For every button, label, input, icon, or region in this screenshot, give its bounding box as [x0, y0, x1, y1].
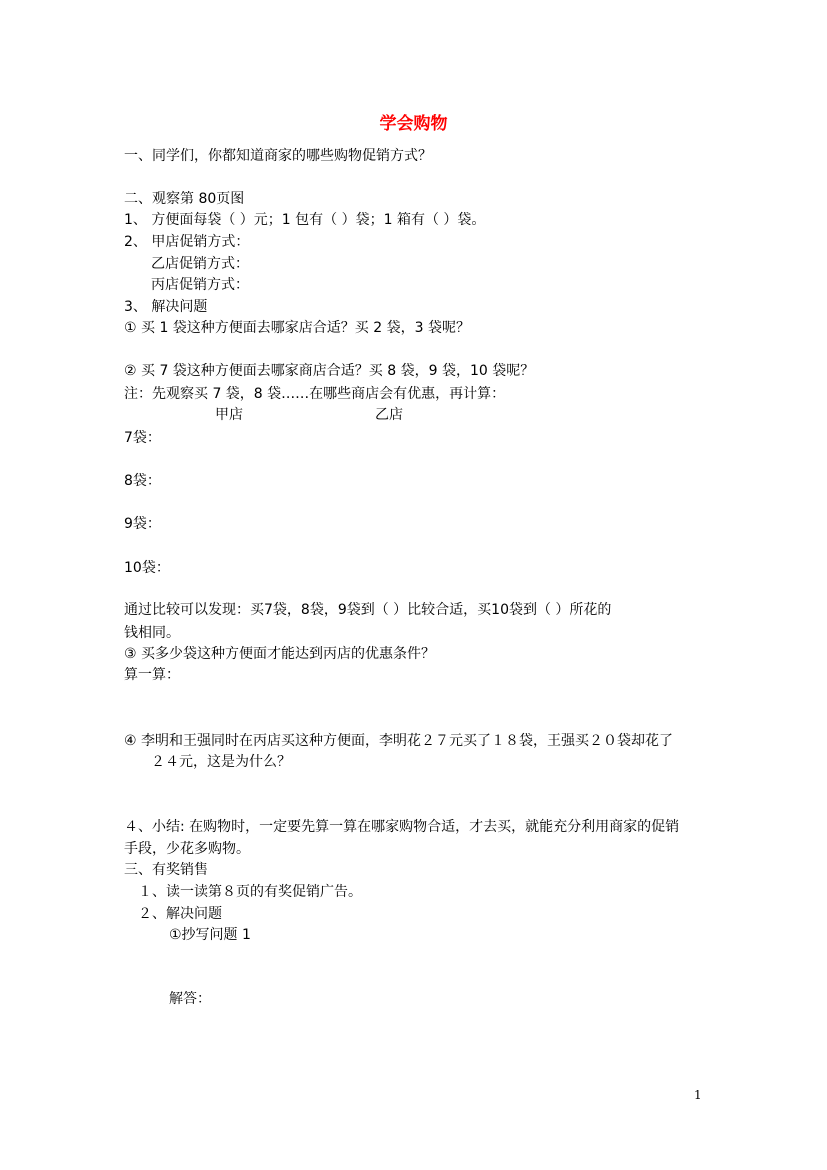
section-2-heading: 二、观察第 80页图 [124, 191, 245, 207]
problem-4-cont: ２４元，这是为什么？ [151, 754, 291, 770]
row-10-bags: 10袋： [124, 560, 170, 576]
column-label-shop-a: 甲店 [215, 407, 243, 423]
comparison-sentence: 通过比较可以发现：买7袋，8袋，9袋到（ ）比较合适，买10袋到（ ）所花的 [124, 602, 612, 618]
section-3-item-2: ２、解决问题 [138, 906, 222, 922]
summary: ４、小结: 在购物时，一定要先算一算在哪家购物合适，才去买，就能充分利用商家的促销 [124, 819, 680, 835]
copy-problem-1: ①抄写问题 1 [169, 927, 251, 943]
question-2-shop-a: 2、 甲店促销方式： [124, 234, 250, 250]
problem-4: ④ 李明和王强同时在丙店买这种方便面，李明花２７元买了１８袋，王强买２０袋却花了 [124, 733, 673, 749]
section-1-question: 一、同学们，你都知道商家的哪些购物促销方式？ [124, 148, 432, 164]
section-3-heading: 三、有奖销售 [124, 862, 208, 878]
page-number: 1 [694, 1088, 702, 1102]
row-9-bags: 9袋： [124, 516, 161, 532]
calculate-label: 算一算： [124, 667, 180, 683]
row-7-bags: 7袋： [124, 430, 161, 446]
summary-cont: 手段，少花多购物。 [124, 841, 250, 857]
question-2-shop-c: 丙店促销方式： [151, 277, 249, 293]
answer-label: 解答： [169, 991, 211, 1007]
section-3-item-1: １、读一读第８页的有奖促销广告。 [138, 884, 362, 900]
comparison-sentence-cont: 钱相同。 [124, 625, 180, 641]
problem-3: ③ 买多少袋这种方便面才能达到丙店的优惠条件？ [124, 646, 435, 662]
row-8-bags: 8袋： [124, 473, 161, 489]
question-3-heading: 3、 解决问题 [124, 299, 208, 315]
question-2-shop-b: 乙店促销方式： [151, 256, 249, 272]
problem-1: ① 买 1 袋这种方便面去哪家店合适？买 2 袋，3 袋呢？ [124, 320, 470, 336]
page-title: 学会购物 [379, 114, 448, 134]
question-1: 1、 方便面每袋（ ）元；1 包有（ ）袋；1 箱有（ ）袋。 [124, 212, 486, 228]
column-label-shop-b: 乙店 [375, 407, 403, 423]
problem-2: ② 买 7 袋这种方便面去哪家商店合适？买 8 袋，9 袋，10 袋呢？ [124, 363, 535, 379]
note: 注：先观察买 7 袋，8 袋……在哪些商店会有优惠，再计算： [124, 386, 506, 402]
